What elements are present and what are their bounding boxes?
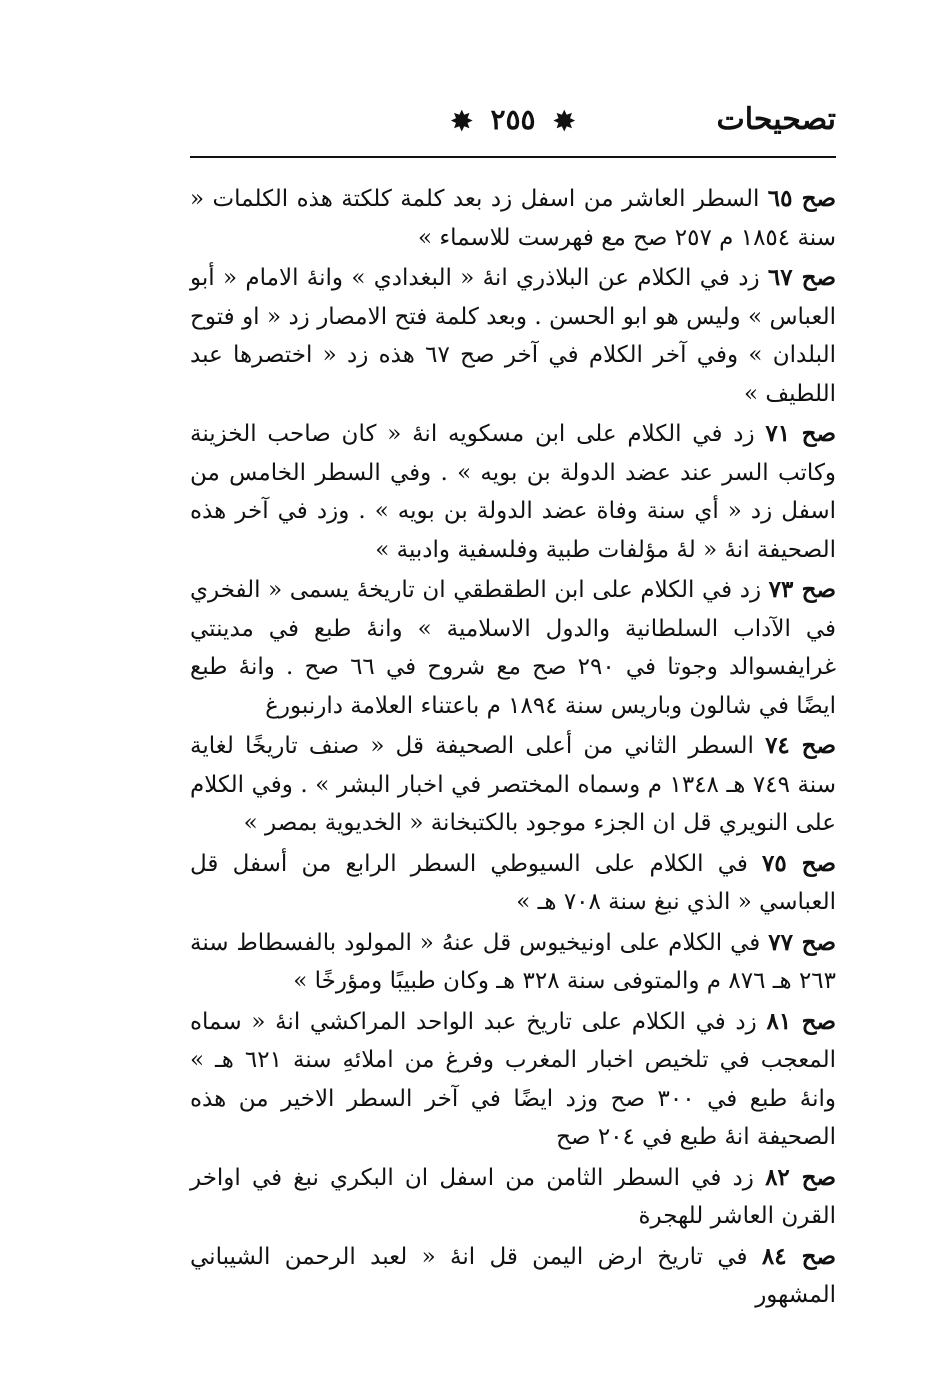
page-number-group [190, 98, 836, 144]
correction-entry [190, 1159, 836, 1236]
page-reference: صح ٦٥ [767, 185, 837, 212]
correction-entry [190, 924, 836, 1001]
page-reference: صح ٨١ [766, 1007, 836, 1035]
page-reference: صح ٦٧ [767, 264, 837, 291]
page-reference: صح ٨٤ [761, 1242, 836, 1270]
correction-text: زد في السطر الثامن من اسفل ان البكري نبغ في اواخر القرن العاشر للهجرة [190, 1164, 836, 1229]
correction-text: زد في الكلام على ابن مسكويه انهٔ « كان صاحب الخزينة وكاتب السر عند عضد الدولة بن بويه » . وفي السطر الخامس من اسفل زد « أي سنة وفاة عضد الدولة بن بويه » . وزد في آخر هذه الصحيفة انهٔ « لهٔ مؤلفات طبية وفلسفية وادبية » [190, 421, 836, 563]
page-number: ٢٥٥ [490, 103, 536, 136]
correction-entry [190, 1238, 836, 1315]
correction-text: السطر العاشر من اسفل زد بعد كلمة كلكتة هذه الكلمات « سنة ١٨٥٤ م ٢٥٧ صح مع فهرست للاسماء » [190, 186, 836, 251]
correction-text: السطر الثاني من أعلى الصحيفة قل « صنف تاريخًا لغاية سنة ٧٤٩ هـ ١٣٤٨ م وسماه المختصر في اخبار البشر » . وفي الكلام على النويري قل ان الجزء موجود بالكتبخانة « الخديوية بمصر » [190, 733, 836, 836]
correction-text: في الكلام على اونيخيوس قل عنهُ « المولود بالفسطاط سنة ٢٦٣ هـ ٨٧٦ م والمتوفى سنة ٣٢٨ هـ وكان طبيبًا ومؤرخًا » [190, 929, 836, 994]
page-header [190, 98, 836, 142]
page-reference: صح ٧٧ [768, 928, 836, 956]
correction-entry [190, 415, 836, 569]
correction-entry [190, 571, 836, 725]
page-reference: صح ٧٣ [768, 576, 837, 603]
correction-entry [190, 180, 836, 257]
ornament-star-icon: ✸ [553, 106, 576, 137]
correction-text: زد في الكلام على ابن الطقطقي ان تاريخهٔ يسمى « الفخري في الآداب السلطانية والدول الاسلامية » وانهٔ طبع في مدينتي غرايفسوالد وجوتا في ٢٩٠ صح مع شروح في ٦٦ صح . وانهٔ طبع ايضًا في شالون وباريس سنة ١٨٩٤ م باعتناء العلامة دارنبورغ [190, 577, 837, 719]
correction-text: زد في الكلام على تاريخ عبد الواحد المراكشي انهٔ « سماه المعجب في تلخيص اخبار المغرب وفرغ من املائهِ سنة ٦٢١ هـ » وانهٔ طبع في ٣٠٠ صح وزد ايضًا في آخر السطر الاخير من هذه الصحيفة انهٔ طبع في ٢٠٤ صح [190, 1008, 837, 1150]
correction-entry [190, 727, 836, 843]
correction-text: في الكلام على السيوطي السطر الرابع من أسفل قل العباسي « الذي نبغ سنة ٧٠٨ هـ » [190, 850, 836, 915]
ornament-star-icon: ✸ [450, 106, 473, 137]
corrections-list [190, 180, 836, 1317]
page-reference: صح ٧٥ [762, 849, 836, 877]
page-reference: صح ٨٢ [765, 1163, 837, 1191]
correction-text: زد في الكلام عن البلاذري انهٔ « البغدادي » وانهٔ الامام « أبو العباس » وليس هو ابو الحسن . وبعد كلمة فتح الامصار زد « او فتوح البلدان » وفي آخر الكلام في آخر صح ٦٧ هذه زد « اختصرها عبد اللطيف » [190, 265, 836, 407]
correction-entry [190, 845, 836, 922]
page-reference: صح ٧٤ [765, 732, 836, 759]
correction-entry [190, 1003, 836, 1157]
page-reference: صح ٧١ [765, 420, 837, 447]
header-rule [190, 156, 836, 158]
running-title: تصحيحات [716, 102, 836, 137]
correction-entry [190, 259, 836, 413]
correction-text: في تاريخ ارض اليمن قل انهٔ « لعبد الرحمن الشيباني المشهور [190, 1243, 836, 1308]
